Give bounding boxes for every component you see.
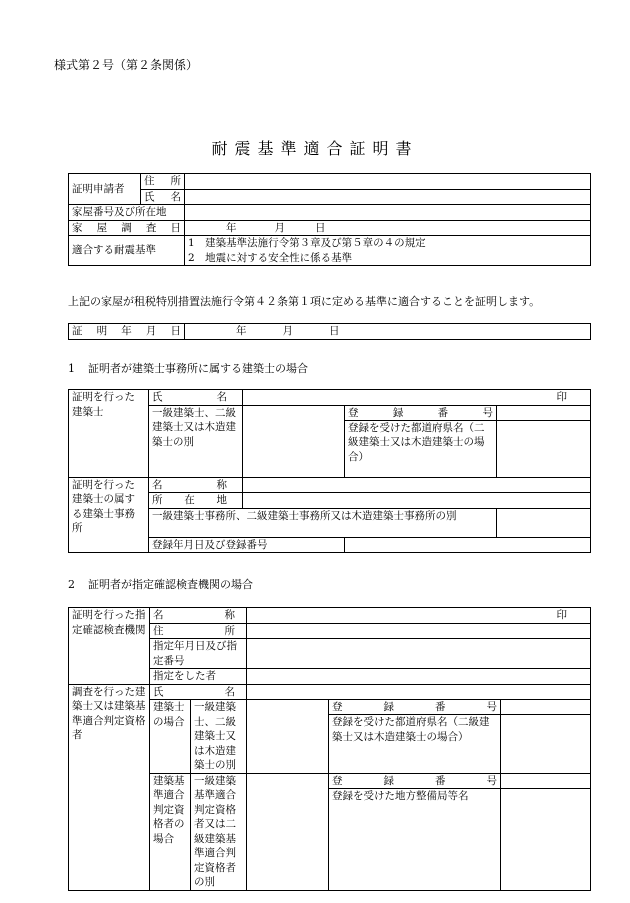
survey-date-field[interactable]: 年 月 日 bbox=[185, 220, 591, 236]
registration-fields[interactable] bbox=[497, 405, 591, 477]
investigator-label: 調査を行った建築士又は建築基準適合判定資格者 bbox=[69, 684, 150, 890]
agency-table bbox=[68, 607, 591, 891]
architect-class-field[interactable] bbox=[243, 405, 345, 477]
registration-block bbox=[345, 405, 497, 477]
seal-mark: 印 bbox=[556, 391, 567, 403]
designator-field[interactable] bbox=[247, 669, 591, 685]
architect-name-field[interactable] bbox=[243, 390, 591, 406]
form-number: 様式第２号（第２条関係） bbox=[54, 58, 199, 72]
registration-prefecture-label: 登録を受けた都道府県名（二級建築士又は木造建築士の場合） bbox=[348, 421, 485, 463]
office-address-label: 所 在 地 bbox=[149, 493, 243, 509]
designator-label: 指定をした者 bbox=[150, 669, 247, 685]
agency-address-field[interactable] bbox=[247, 623, 591, 639]
registration-fields-2[interactable] bbox=[501, 700, 591, 774]
registration-number-label-2: 登 録 番 号 bbox=[329, 700, 500, 715]
architect-case-label: 建築士の場合 bbox=[150, 700, 191, 774]
registration-bureau-label: 登録を受けた地方整備局等名 bbox=[332, 789, 469, 802]
judge-class-field[interactable] bbox=[247, 773, 329, 890]
registration-fields-3[interactable] bbox=[501, 773, 591, 890]
architect-name-label: 氏 名 bbox=[149, 390, 243, 406]
architect-class-label-2: 一級建築士、二級建築士又は木造建築士の別 bbox=[191, 700, 247, 774]
cert-date-table bbox=[68, 323, 591, 340]
registration-number-label-3: 登 録 番 号 bbox=[329, 774, 500, 789]
judge-class-label: 一級建築基準適合判定資格者又は二級建築基準適合判定資格者の別 bbox=[191, 773, 247, 890]
person-name-field[interactable] bbox=[247, 684, 591, 700]
registration-prefecture-label-2: 登録を受けた都道府県名（二級建築士又は木造建築士の場合） bbox=[332, 716, 490, 743]
architect-label: 証明を行った建築士 bbox=[69, 390, 149, 478]
certification-statement: 上記の家屋が租税特別措置法施行令第４２条第１項に定める基準に適合することを証明します。 bbox=[68, 295, 541, 308]
registration-number-label: 登 録 番 号 bbox=[345, 406, 496, 421]
office-name-label: 名 称 bbox=[149, 477, 243, 493]
section-1-heading: 1 証明者が建築士事務所に属する建築士の場合 bbox=[68, 362, 308, 375]
document-title: 耐震基準適合証明書 bbox=[211, 139, 419, 158]
agency-name-field[interactable] bbox=[247, 608, 591, 624]
office-registration-field[interactable] bbox=[345, 537, 591, 553]
applicant-table bbox=[68, 173, 591, 266]
designation-label: 指定年月日及び指定番号 bbox=[150, 639, 247, 669]
standard-options: 1 建築基準法施行令第３章及び第５章の４の規定 2 地震に対する安全性に係る基準 bbox=[185, 236, 591, 266]
office-registration-label: 登録年月日及び登録番号 bbox=[149, 537, 345, 553]
office-class-field[interactable] bbox=[497, 508, 591, 537]
agency-address-label: 住 所 bbox=[150, 623, 247, 639]
seal-mark-2: 印 bbox=[556, 609, 567, 621]
cert-date-label: 証 明 年 月 日 bbox=[69, 324, 185, 340]
name-field[interactable] bbox=[185, 189, 591, 205]
agency-label: 証明を行った指定確認検査機関 bbox=[69, 608, 150, 685]
architect-class-field-2[interactable] bbox=[247, 700, 329, 774]
address-label: 住 所 bbox=[141, 174, 185, 190]
registration-block-3 bbox=[329, 773, 501, 890]
person-name-label: 氏 名 bbox=[150, 684, 247, 700]
registration-block-2 bbox=[329, 700, 501, 774]
house-number-label: 家屋番号及び所在地 bbox=[69, 205, 185, 221]
agency-name-label: 名 称 bbox=[150, 608, 247, 624]
architect-table bbox=[68, 389, 591, 553]
house-number-field[interactable] bbox=[185, 205, 591, 221]
office-name-field[interactable] bbox=[243, 477, 591, 493]
survey-date-label: 家 屋 調 査 日 bbox=[69, 220, 185, 236]
architect-class-label: 一級建築士、二級建築士又は木造建築士の別 bbox=[149, 405, 243, 477]
judge-case-label: 建築基準適合判定資格者の場合 bbox=[150, 773, 191, 890]
standard-label: 適合する耐震基準 bbox=[69, 236, 185, 266]
designation-field[interactable] bbox=[247, 639, 591, 669]
section-2-heading: 2 証明者が指定確認検査機関の場合 bbox=[68, 578, 253, 591]
name-label: 氏 名 bbox=[141, 189, 185, 205]
office-class-label: 一級建築士事務所、二級建築士事務所又は木造建築士事務所の別 bbox=[149, 508, 497, 537]
office-label: 証明を行った建築士の属する建築士事務所 bbox=[69, 477, 149, 553]
office-address-field[interactable] bbox=[243, 493, 591, 509]
applicant-label: 証明申請者 bbox=[69, 174, 141, 205]
cert-date-field[interactable]: 年 月 日 bbox=[185, 324, 591, 340]
address-field[interactable] bbox=[185, 174, 591, 190]
